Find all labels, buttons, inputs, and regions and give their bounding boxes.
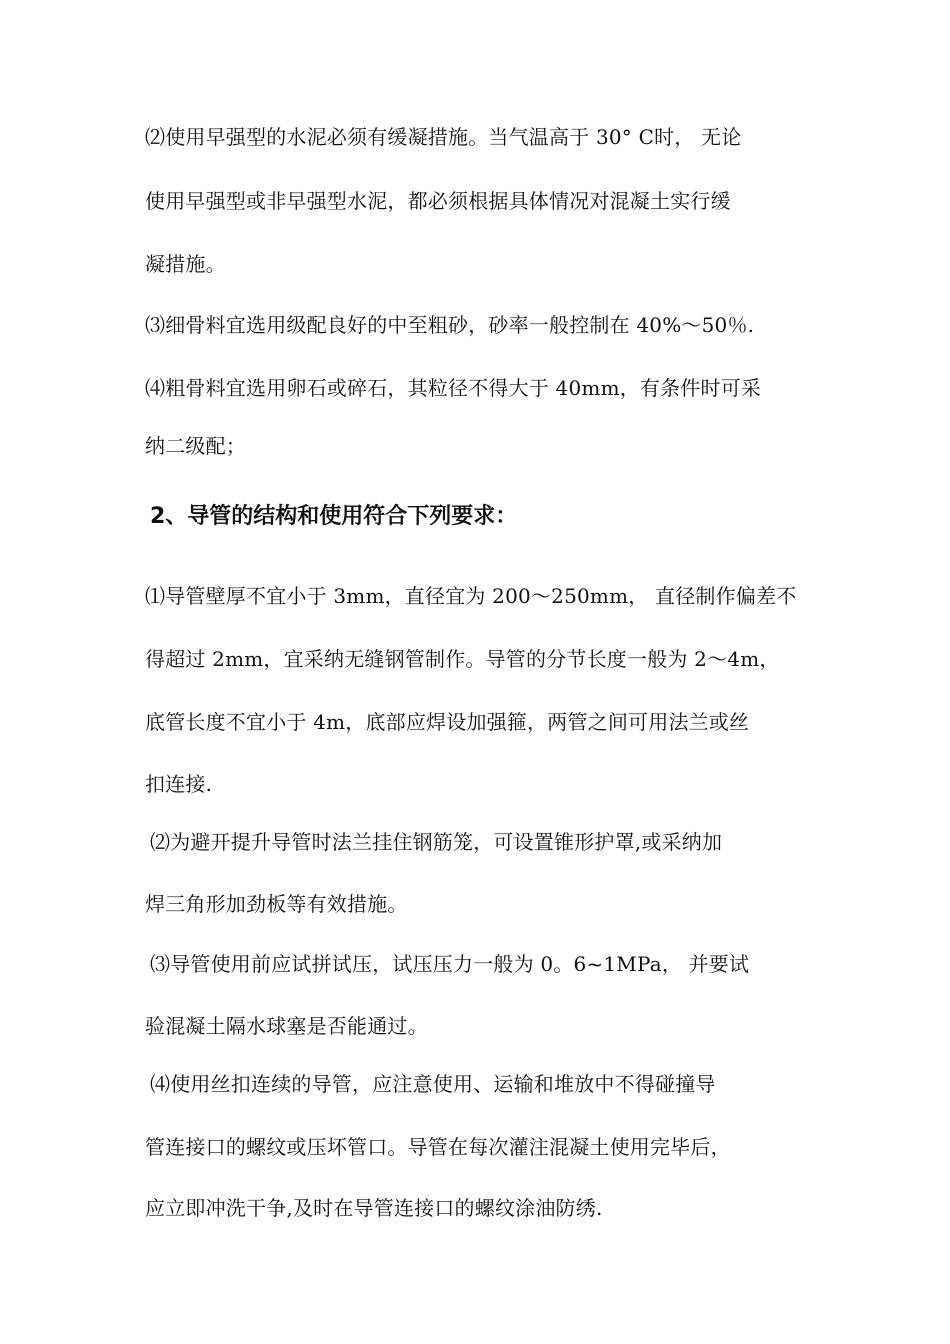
paragraph-line: 应立即冲洗干争,及时在导管连接口的螺纹涂油防绣. <box>145 1196 603 1220</box>
paragraph-line: ⑵为避开提升导管时法兰挂住钢筋笼，可设置锥形护罩,或采纳加 <box>150 830 723 854</box>
paragraph-line: 底管长度不宜小于 4m，底部应焊设加强箍，两管之间可用法兰或丝 <box>145 710 750 734</box>
paragraph-line: ⑷粗骨料宜选用卵石或碎石，其粒径不得大于 40mm，有条件时可采 <box>145 376 762 400</box>
paragraph-line: ⑶细骨料宜选用级配良好的中至粗砂，砂率一般控制在 40%～50％. <box>145 313 755 337</box>
section-heading: 2、导管的结构和使用符合下列要求： <box>150 504 518 529</box>
paragraph-line: ⑶导管使用前应试拼试压，试压压力一般为 0。6~1MPa， 并要试 <box>150 952 750 976</box>
paragraph-line: 验混凝土隔水球塞是否能通过。 <box>145 1014 428 1038</box>
paragraph-line: ⑴导管壁厚不宜小于 3mm，直径宜为 200～250mm， 直径制作偏差不 <box>145 584 797 608</box>
paragraph-line: 使用早强型或非早强型水泥，都必须根据具体情况对混凝土实行缓 <box>145 189 731 213</box>
paragraph-line: 纳二级配； <box>145 434 246 458</box>
paragraph-line: 焊三角形加劲板等有效措施。 <box>145 892 408 916</box>
paragraph-line: ⑵使用早强型的水泥必须有缓凝措施。当气温高于 30° C时， 无论 <box>145 125 742 149</box>
paragraph-line: 得超过 2mm，宜采纳无缝钢管制作。导管的分节长度一般为 2～4m， <box>145 647 780 671</box>
paragraph-line: 管连接口的螺纹或压坏管口。导管在每次灌注混凝土使用完毕后， <box>145 1135 731 1159</box>
paragraph-line: ⑷使用丝扣连续的导管，应注意使用、运输和堆放中不得碰撞导 <box>150 1072 716 1096</box>
paragraph-line: 扣连接. <box>145 772 213 796</box>
paragraph-line: 凝措施。 <box>145 252 226 276</box>
